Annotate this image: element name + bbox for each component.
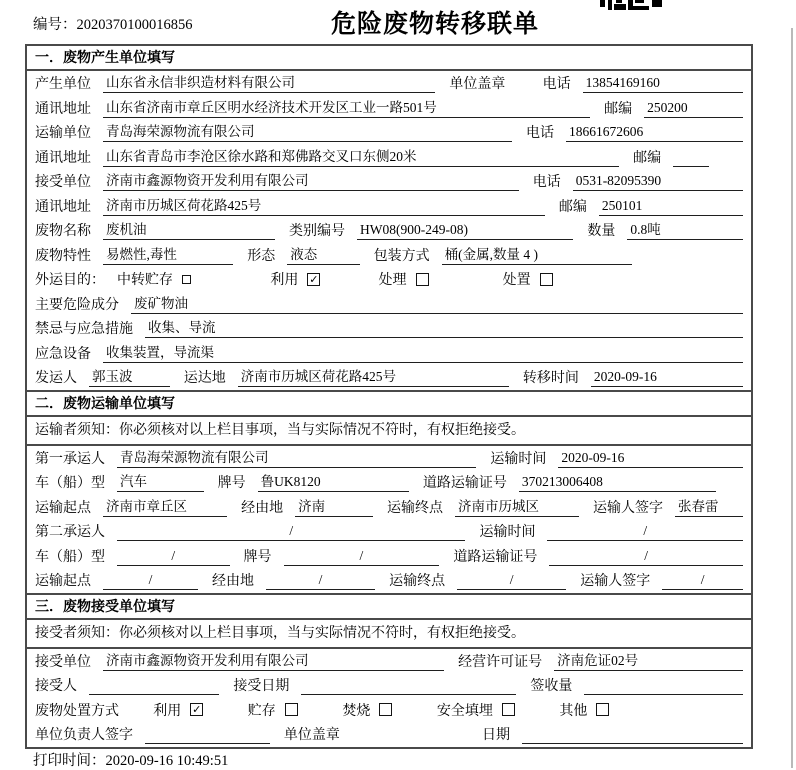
spacer bbox=[191, 279, 270, 280]
main-hazard-value: 废矿物油 bbox=[131, 294, 743, 314]
responsible-signature-row bbox=[27, 722, 751, 747]
responsible-signature-value bbox=[145, 724, 270, 744]
transporter-phone-label: 电话 bbox=[525, 126, 554, 142]
disposal-storage-label: 贮存 bbox=[247, 703, 276, 719]
disposal-method-row bbox=[27, 698, 751, 723]
route-row-1 bbox=[27, 495, 751, 520]
transporter-address-value: 山东省青岛市李沧区徐水路和郑佛路交叉口东侧20米 bbox=[103, 147, 619, 167]
second-carrier-value: / bbox=[117, 521, 465, 541]
transporter-unit-label: 运输单位 bbox=[35, 126, 91, 142]
terminal-2-label: 运输终点 bbox=[389, 574, 446, 590]
producer-address-row bbox=[27, 96, 751, 121]
disposal-other-option bbox=[559, 700, 609, 720]
purpose-dispose-label: 处置 bbox=[502, 273, 531, 289]
serial-number bbox=[33, 13, 193, 34]
second-carrier-row bbox=[27, 519, 751, 544]
spacer bbox=[320, 279, 378, 280]
vehicle-row-2 bbox=[27, 544, 751, 569]
purpose-transit-storage-checkbox bbox=[182, 275, 191, 284]
sign-date-label: 日期 bbox=[481, 728, 510, 744]
terminal-1-value: 济南市历城区 bbox=[455, 497, 579, 517]
purpose-utilize-option bbox=[270, 269, 320, 289]
disposal-other-checkbox bbox=[596, 703, 609, 716]
category-code-value: HW08(900-249-08) bbox=[357, 220, 573, 240]
accept-person-row bbox=[27, 673, 751, 698]
destination-value: 济南市历城区荷花路425号 bbox=[238, 367, 509, 387]
road-permit-1-label: 道路运输证号 bbox=[422, 476, 507, 492]
origin-2-label: 运输起点 bbox=[35, 574, 91, 590]
accept-unit-row bbox=[27, 649, 751, 674]
waste-property-label: 废物特性 bbox=[35, 248, 91, 264]
first-carrier-row bbox=[27, 446, 751, 471]
spacer bbox=[203, 709, 248, 710]
carrier-signature-1-label: 运输人签字 bbox=[593, 500, 664, 516]
section-title-transporter: 二．废物运输单位填写 bbox=[27, 390, 751, 417]
producer-address-label: 通讯地址 bbox=[35, 101, 91, 117]
route-row-2 bbox=[27, 568, 751, 593]
accept-person-value bbox=[89, 675, 219, 695]
road-permit-2-label: 道路运输证号 bbox=[453, 549, 538, 565]
accept-unit-value: 济南市鑫源物资开发利用有限公司 bbox=[103, 651, 444, 671]
disposal-landfill-checkbox bbox=[502, 703, 515, 716]
carrier-signature-2-label: 运输人签字 bbox=[580, 574, 651, 590]
purpose-utilize-checkbox: ✓ bbox=[309, 272, 319, 286]
spacer bbox=[553, 279, 743, 280]
waste-name-value: 废机油 bbox=[103, 220, 275, 240]
accept-person-label: 接受人 bbox=[35, 679, 77, 695]
purpose-transit-storage-option bbox=[117, 269, 191, 289]
accept-unit-label: 接受单位 bbox=[35, 654, 91, 670]
consignor-row bbox=[27, 365, 751, 390]
waste-name-label: 废物名称 bbox=[35, 224, 91, 240]
form-table bbox=[25, 44, 753, 749]
transporter-address-row bbox=[27, 145, 751, 170]
transporter-notice-row: 运输者须知：你必须核对以上栏目事项，当与实际情况不符时，有权拒绝接受。 bbox=[27, 417, 751, 446]
transporter-unit-row bbox=[27, 120, 751, 145]
disposal-other-label: 其他 bbox=[559, 703, 588, 719]
transfer-date-value: 2020-09-16 bbox=[591, 367, 743, 387]
receiver-unit-value: 济南市鑫源物资开发利用有限公司 bbox=[103, 171, 519, 191]
producer-phone-label: 电话 bbox=[542, 77, 571, 93]
receiver-unit-row bbox=[27, 169, 751, 194]
carrier-signature-2-value: / bbox=[662, 570, 743, 590]
disposal-storage-option bbox=[248, 700, 298, 720]
section-title-receiver: 三．废物接受单位填写 bbox=[27, 593, 751, 620]
spacer bbox=[429, 279, 503, 280]
receiver-phone-label: 电话 bbox=[532, 175, 561, 191]
spacer bbox=[131, 709, 153, 710]
accept-date-value bbox=[301, 675, 516, 695]
emergency-equipment-row bbox=[27, 341, 751, 366]
transporter-postcode-value bbox=[673, 147, 709, 167]
disposal-landfill-option bbox=[437, 700, 515, 720]
section-receiver bbox=[27, 593, 751, 747]
spacer bbox=[646, 254, 743, 255]
accept-quantity-label: 签收量 bbox=[530, 679, 573, 695]
print-time bbox=[33, 749, 228, 770]
disposal-utilize-option bbox=[153, 700, 203, 720]
receiver-phone-value: 0531-82095390 bbox=[573, 171, 743, 191]
transfer-purpose-row bbox=[27, 267, 751, 292]
producer-unit-value: 山东省永信非织造材料有限公司 bbox=[103, 73, 435, 93]
license-no-value: 济南危证02号 bbox=[554, 651, 743, 671]
waste-property-row bbox=[27, 243, 751, 268]
main-hazard-row bbox=[27, 292, 751, 317]
spacer bbox=[392, 709, 437, 710]
receiver-address-label: 通讯地址 bbox=[35, 199, 91, 215]
receiver-address-value: 济南市历城区荷花路425号 bbox=[103, 196, 545, 216]
section-transporter bbox=[27, 390, 751, 593]
terminal-2-value: / bbox=[457, 570, 566, 590]
spacer bbox=[730, 482, 743, 483]
producer-postcode-label: 邮编 bbox=[604, 101, 633, 117]
page-title: 危险废物转移联单 bbox=[331, 10, 540, 38]
physical-form-label: 形态 bbox=[247, 248, 276, 264]
section-producer bbox=[27, 46, 751, 390]
print-time-label: 打印时间： bbox=[33, 753, 106, 769]
transport-date-2-label: 运输时间 bbox=[479, 525, 536, 541]
producer-unit-row bbox=[27, 71, 751, 96]
road-permit-2-value: / bbox=[549, 546, 743, 566]
second-carrier-label: 第二承运人 bbox=[35, 525, 105, 541]
transport-date-1-label: 运输时间 bbox=[490, 451, 547, 467]
accept-quantity-value bbox=[584, 675, 743, 695]
emergency-measures-row bbox=[27, 316, 751, 341]
emergency-equipment-label: 应急设备 bbox=[35, 346, 91, 362]
plate-no-1-label: 牌号 bbox=[217, 476, 246, 492]
receiver-postcode-label: 邮编 bbox=[558, 199, 587, 215]
emergency-measures-value: 收集、导流 bbox=[145, 318, 743, 338]
origin-2-value: / bbox=[103, 570, 198, 590]
vehicle-type-1-label: 车（船）型 bbox=[35, 476, 105, 492]
unit-stamp-label: 单位盖章 bbox=[449, 77, 506, 93]
sign-date-value bbox=[522, 724, 743, 744]
responsible-signature-label: 单位负责人签字 bbox=[35, 728, 133, 744]
print-time-value: 2020-09-16 10:49:51 bbox=[105, 753, 229, 769]
plate-no-1-value: 鲁UK8120 bbox=[258, 472, 409, 492]
unit-stamp-2-label: 单位盖章 bbox=[283, 728, 340, 744]
receiver-notice-row: 接受者须知：你必须核对以上栏目事项，当与实际情况不符时，有权拒绝接受。 bbox=[27, 620, 751, 649]
waste-property-value: 易燃性,毒性 bbox=[103, 245, 233, 265]
transfer-purpose-label: 外运目的： bbox=[35, 273, 105, 289]
section-title-producer: 一．废物产生单位填写 bbox=[27, 46, 751, 71]
physical-form-value: 液态 bbox=[287, 245, 359, 265]
consignor-value: 郭玉波 bbox=[89, 367, 170, 387]
disposal-incinerate-label: 焚烧 bbox=[342, 703, 371, 719]
serial-label: 编号： bbox=[33, 17, 77, 33]
purpose-dispose-checkbox bbox=[540, 273, 553, 286]
via-1-label: 经由地 bbox=[241, 500, 284, 516]
purpose-dispose-option bbox=[503, 269, 553, 289]
quantity-label: 数量 bbox=[587, 224, 616, 240]
disposal-storage-checkbox bbox=[285, 703, 298, 716]
purpose-treat-checkbox bbox=[416, 273, 429, 286]
first-carrier-label: 第一承运人 bbox=[35, 451, 105, 467]
purpose-treat-option bbox=[379, 269, 429, 289]
disposal-utilize-checkbox: ✓ bbox=[192, 703, 202, 717]
accept-date-label: 接受日期 bbox=[233, 679, 290, 695]
carrier-signature-1-value: 张春雷 bbox=[675, 497, 743, 517]
destination-label: 运达地 bbox=[183, 371, 226, 387]
emergency-measures-label: 禁忌与应急措施 bbox=[35, 322, 133, 338]
receiver-address-row bbox=[27, 194, 751, 219]
via-2-label: 经由地 bbox=[211, 574, 254, 590]
producer-unit-label: 产生单位 bbox=[35, 77, 91, 93]
disposal-incinerate-checkbox bbox=[379, 703, 392, 716]
disposal-landfill-label: 安全填埋 bbox=[436, 703, 493, 719]
disposal-utilize-label: 利用 bbox=[153, 703, 182, 719]
purpose-utilize-label: 利用 bbox=[270, 273, 299, 289]
via-2-value: / bbox=[266, 570, 375, 590]
spacer bbox=[609, 709, 743, 710]
disposal-incinerate-option bbox=[342, 700, 392, 720]
license-no-label: 经营许可证号 bbox=[458, 654, 543, 670]
vehicle-type-2-value: / bbox=[117, 546, 230, 566]
first-carrier-value: 青岛海荣源物流有限公司 bbox=[117, 448, 476, 468]
spacer bbox=[723, 156, 743, 157]
receiver-postcode-value: 250101 bbox=[599, 196, 743, 216]
page-edge-line bbox=[791, 28, 793, 768]
vehicle-row-1 bbox=[27, 470, 751, 495]
receiver-unit-label: 接受单位 bbox=[35, 175, 91, 191]
terminal-1-label: 运输终点 bbox=[386, 500, 443, 516]
road-permit-1-value: 370213006408 bbox=[519, 472, 716, 492]
vehicle-type-1-value: 汽车 bbox=[117, 472, 204, 492]
spacer bbox=[298, 709, 343, 710]
transfer-date-label: 转移时间 bbox=[522, 371, 579, 387]
producer-postcode-value: 250200 bbox=[644, 98, 743, 118]
via-1-value: 济南 bbox=[295, 497, 373, 517]
purpose-transit-storage-label: 中转贮存 bbox=[117, 273, 173, 289]
disposal-method-label: 废物处置方式 bbox=[35, 703, 119, 719]
spacer bbox=[517, 83, 542, 84]
emergency-equipment-value: 收集装置，导流渠 bbox=[103, 343, 743, 363]
producer-phone-value: 13854169160 bbox=[583, 73, 743, 93]
transport-date-2-value: / bbox=[547, 521, 743, 541]
origin-1-label: 运输起点 bbox=[35, 500, 91, 516]
category-code-label: 类别编号 bbox=[289, 224, 345, 240]
purpose-treat-label: 处理 bbox=[378, 273, 407, 289]
transport-date-1-value: 2020-09-16 bbox=[558, 448, 743, 468]
qr-code-fragment bbox=[600, 0, 662, 10]
plate-no-2-label: 牌号 bbox=[243, 549, 272, 565]
waste-name-row bbox=[27, 218, 751, 243]
transporter-phone-value: 18661672606 bbox=[566, 122, 743, 142]
quantity-value: 0.8吨 bbox=[627, 220, 743, 240]
transporter-address-label: 通讯地址 bbox=[35, 150, 91, 166]
packing-method-value: 桶(金属,数量 4 ) bbox=[442, 245, 632, 265]
origin-1-value: 济南市章丘区 bbox=[103, 497, 227, 517]
packing-method-label: 包装方式 bbox=[373, 248, 430, 264]
serial-value: 2020370100016856 bbox=[76, 17, 193, 33]
main-hazard-label: 主要危险成分 bbox=[35, 297, 119, 313]
producer-address-value: 山东省济南市章丘区明水经济技术开发区工业一路501号 bbox=[103, 98, 590, 118]
consignor-label: 发运人 bbox=[35, 371, 77, 387]
plate-no-2-value: / bbox=[284, 546, 440, 566]
spacer bbox=[352, 734, 482, 735]
vehicle-type-2-label: 车（船）型 bbox=[35, 549, 105, 565]
spacer bbox=[515, 709, 560, 710]
transporter-unit-value: 青岛海荣源物流有限公司 bbox=[103, 122, 512, 142]
transporter-postcode-label: 邮编 bbox=[633, 150, 662, 166]
